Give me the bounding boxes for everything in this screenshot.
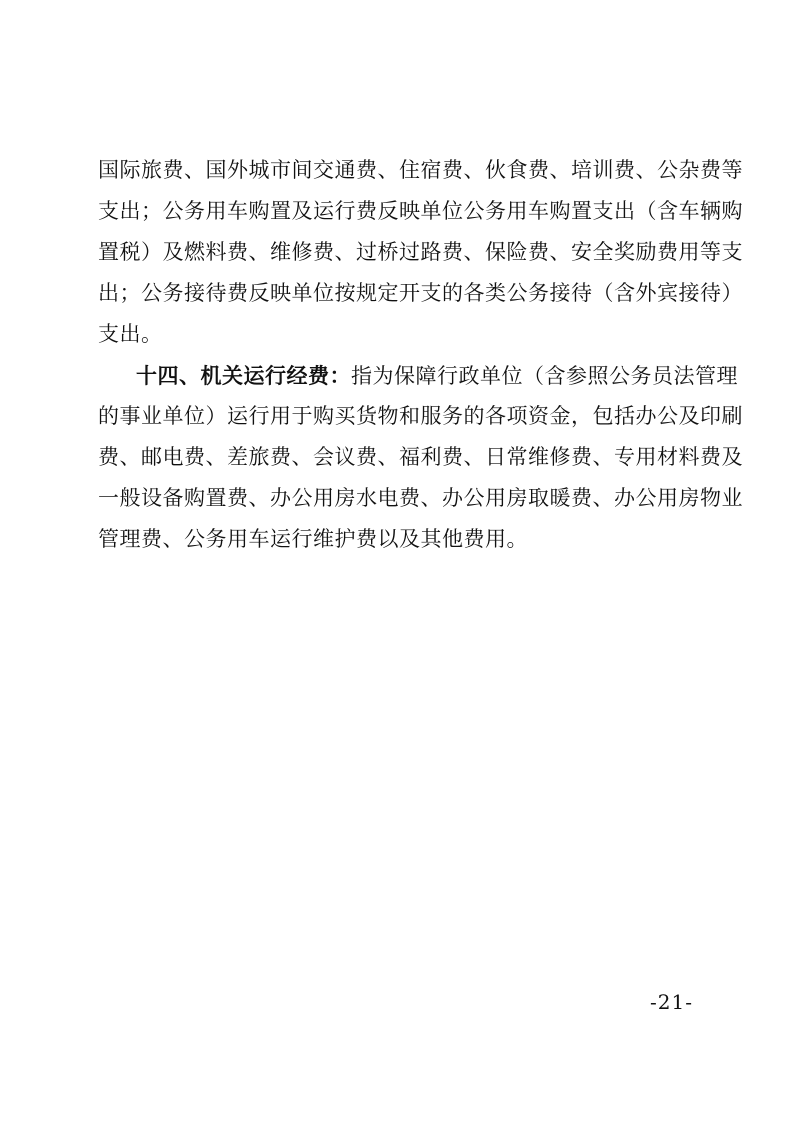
paragraph-line: 国际旅费、国外城市间交通费、住宿费、伙食费、培训费、公杂费等 — [98, 158, 743, 182]
paragraph-line: 出；公务接待费反映单位按规定开支的各类公务接待（含外宾接待） — [98, 281, 743, 305]
section-heading: 十四、机关运行经费： — [136, 363, 351, 388]
document-body — [98, 150, 743, 560]
section-heading-rest: 指为保障行政单位（含参照公务员法管理 — [351, 364, 738, 388]
paragraph-line: 支出；公务用车购置及运行费反映单位公务用车购置支出（含车辆购 — [98, 199, 743, 223]
paragraph-14-first-line — [98, 355, 738, 396]
page-number: -21- — [650, 990, 693, 1014]
paragraph-line: 支出。 — [98, 322, 163, 346]
paragraph-line: 管理费、公务用车运行维护费以及其他费用。 — [98, 527, 528, 551]
paragraph-line: 置税）及燃料费、维修费、过桥过路费、保险费、安全奖励费用等支 — [98, 240, 743, 264]
paragraph-line: 的事业单位）运行用于购买货物和服务的各项资金，包括办公及印刷 — [98, 404, 743, 428]
paragraph-line: 费、邮电费、差旅费、会议费、福利费、日常维修费、专用材料费及 — [98, 445, 743, 469]
paragraph-line: 一般设备购置费、办公用房水电费、办公用房取暖费、办公用房物业 — [98, 486, 743, 510]
